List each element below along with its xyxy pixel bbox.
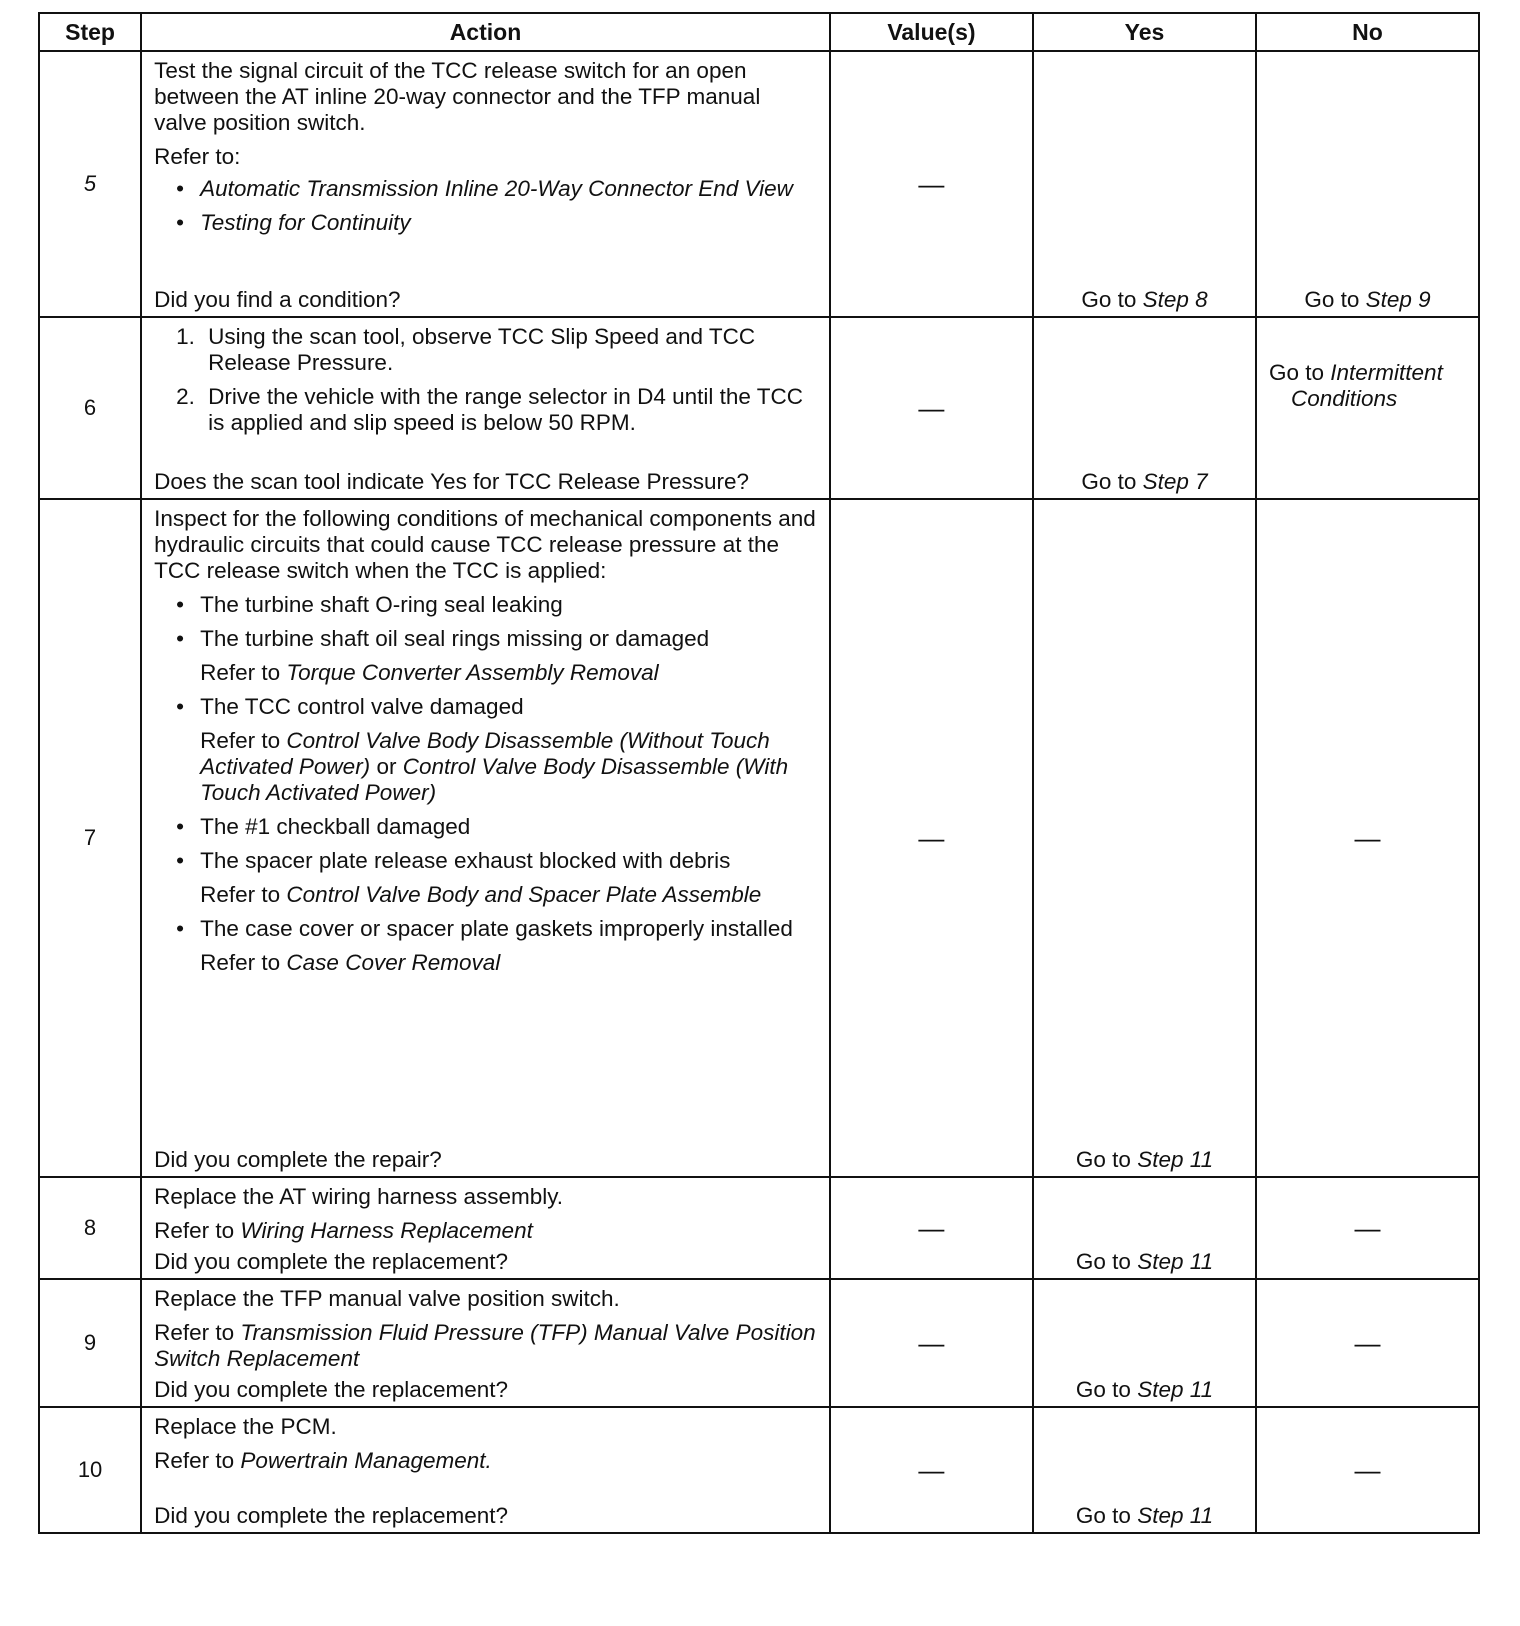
yes-goto [1034,1503,1255,1529]
list-text: The TCC control valve damaged [200,694,524,719]
refer-label: Refer to [154,1320,235,1345]
goto-label: Go to [1075,1249,1131,1274]
yes-cell [1033,499,1256,1177]
list-item [176,176,817,202]
step-number: 5 [39,51,141,317]
value-cell: — [830,51,1033,317]
value-cell: — [830,499,1033,1177]
list-item [176,384,817,436]
reference-link[interactable]: Wiring Harness Replacement [240,1218,533,1243]
no-cell [1256,317,1479,499]
yes-goto [1034,469,1255,495]
list-item [176,916,817,976]
step-number: 7 [39,499,141,1177]
goto-label: Go to [1268,360,1325,385]
list-item [176,626,817,686]
question-text: Did you find a condition? [154,287,401,312]
no-cell: — [1256,1177,1479,1279]
refer-label: Refer to [154,1218,235,1243]
reference-line [154,1218,817,1244]
action-cell [141,499,830,1177]
yes-cell [1033,1407,1256,1533]
question-text: Did you complete the replacement? [154,1249,509,1274]
goto-label: Go to [1075,1377,1131,1402]
header-row [39,13,1479,51]
condition-list [154,592,817,976]
reference-line [200,728,817,806]
header-no: No [1256,13,1479,51]
reference-link[interactable]: Torque Converter Assembly Removal [286,660,659,685]
list-text: The turbine shaft oil seal rings missing or damaged [200,626,710,651]
step-link[interactable]: Step 11 [1137,1147,1214,1172]
yes-goto [1034,1377,1255,1403]
table-row-step-10 [39,1407,1479,1533]
question-text: Did you complete the repair? [154,1147,442,1172]
step-number: 10 [39,1407,141,1533]
list-item [176,694,817,806]
list-text: The #1 checkball damaged [200,814,471,839]
step-number: 9 [39,1279,141,1407]
yes-goto [1034,287,1255,313]
step-link[interactable]: Step 9 [1365,287,1431,312]
step-number: 6 [39,317,141,499]
reference-link[interactable]: Conditions [1290,386,1398,411]
reference-list [154,176,817,236]
table-row-step-8 [39,1177,1479,1279]
action-text: Replace the TFP manual valve position switch. [154,1286,620,1311]
header-values: Value(s) [830,13,1033,51]
refer-label: Refer to [200,950,281,975]
step-link[interactable]: Step 7 [1142,469,1208,494]
goto-label: Go to [1081,287,1137,312]
reference-link[interactable]: Powertrain Management. [240,1448,492,1473]
no-goto [1257,287,1478,313]
no-goto [1269,360,1443,412]
goto-label: Go to [1075,1503,1131,1528]
reference-line [154,1320,817,1372]
question-text: Does the scan tool indicate Yes for TCC Release Pressure? [154,469,750,494]
table-row-step-6 [39,317,1479,499]
goto-label: Go to [1081,469,1137,494]
list-number: 2. [176,384,195,409]
list-text: Using the scan tool, observe TCC Slip Speed and TCC Release Pressure. [208,324,756,375]
list-item [176,848,817,908]
diagnostic-table [38,12,1480,1534]
procedure-list [154,324,817,436]
header-step: Step [39,13,141,51]
value-cell: — [830,1177,1033,1279]
no-cell: — [1256,1279,1479,1407]
reference-link[interactable]: Case Cover Removal [286,950,501,975]
action-text: Replace the AT wiring harness assembly. [154,1184,564,1209]
reference-line [200,950,817,976]
list-item [176,324,817,376]
list-item [176,592,817,618]
reference-link[interactable]: Control Valve Body Disassemble (With Touch Activated Power) [200,754,789,805]
value-cell: — [830,1407,1033,1533]
action-cell [141,1279,830,1407]
reference-line [200,882,817,908]
no-cell [1256,51,1479,317]
header-action: Action [141,13,830,51]
refer-label: Refer to [154,1448,235,1473]
yes-cell [1033,51,1256,317]
list-item [176,814,817,840]
reference-link[interactable]: Automatic Transmission Inline 20-Way Connector End View [200,176,793,201]
step-link[interactable]: Step 11 [1137,1249,1214,1274]
step-link[interactable]: Step 11 [1137,1377,1214,1402]
header-yes: Yes [1033,13,1256,51]
yes-goto [1034,1147,1255,1173]
action-text: Test the signal circuit of the TCC release switch for an open between the AT inline 20-way connector and the TFP manual valve position switch. [154,58,761,135]
table-row-step-9 [39,1279,1479,1407]
or-text: or [376,754,397,779]
yes-cell [1033,317,1256,499]
question-text: Did you complete the replacement? [154,1503,509,1528]
action-cell [141,1177,830,1279]
refer-label: Refer to [200,660,281,685]
list-text: Drive the vehicle with the range selector in D4 until the TCC is applied and slip speed is below 50 RPM. [208,384,803,435]
goto-label: Go to [1304,287,1360,312]
yes-cell [1033,1177,1256,1279]
list-number: 1. [176,324,195,349]
step-link[interactable]: Step 11 [1137,1503,1214,1528]
value-cell: — [830,1279,1033,1407]
reference-line [154,1448,817,1474]
reference-link[interactable]: Control Valve Body Disassemble (Without Touch Activated Power) [200,728,770,779]
list-text: The spacer plate release exhaust blocked with debris [200,848,731,873]
reference-link[interactable]: Control Valve Body and Spacer Plate Assemble [286,882,762,907]
action-cell [141,51,830,317]
reference-link[interactable]: Intermittent [1330,360,1443,385]
goto-label: Go to [1075,1147,1131,1172]
refer-label: Refer to [200,728,281,753]
list-item [176,210,817,236]
value-cell: — [830,317,1033,499]
refer-label: Refer to [200,882,281,907]
action-cell [141,1407,830,1533]
no-cell: — [1256,1407,1479,1533]
list-text: The turbine shaft O-ring seal leaking [200,592,563,617]
action-cell [141,317,830,499]
no-cell: — [1256,499,1479,1177]
yes-goto [1034,1249,1255,1275]
action-text: Inspect for the following conditions of mechanical components and hydraulic circuits that could cause TCC release pressure at the TCC release switch when the TCC is applied: [154,506,816,583]
reference-line [200,660,817,686]
step-number: 8 [39,1177,141,1279]
yes-cell [1033,1279,1256,1407]
step-link[interactable]: Step 8 [1142,287,1208,312]
list-text: The case cover or spacer plate gaskets improperly installed [200,916,793,941]
reference-link[interactable]: Transmission Fluid Pressure (TFP) Manual Valve Position Switch Replacement [154,1320,816,1371]
action-text: Replace the PCM. [154,1414,337,1439]
question-text: Did you complete the replacement? [154,1377,509,1402]
refer-label: Refer to: [154,144,241,169]
table-row-step-5 [39,51,1479,317]
reference-link[interactable]: Testing for Continuity [200,210,411,235]
table-row-step-7 [39,499,1479,1177]
